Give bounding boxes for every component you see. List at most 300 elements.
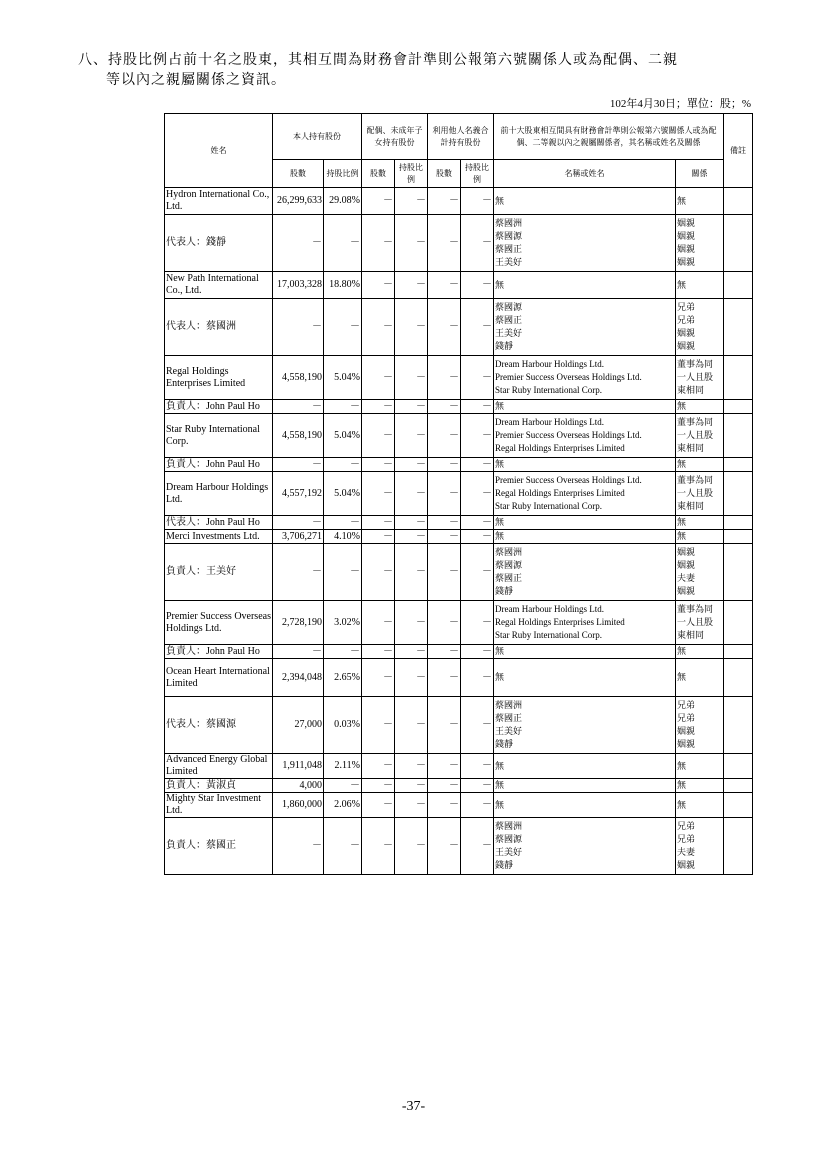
relationship-types [676, 754, 724, 779]
relationship-type: 東相同 [677, 443, 705, 453]
table-row [165, 530, 753, 544]
related-name: 無 [495, 646, 505, 656]
nominee-shares: － [428, 779, 461, 793]
table-row [165, 400, 753, 414]
spouse-ratio: － [395, 697, 428, 754]
nominee-ratio: － [461, 697, 494, 754]
spouse-ratio: － [395, 754, 428, 779]
own-shares: － [273, 544, 324, 601]
related-name: Dream Harbour Holdings Ltd. [495, 417, 604, 427]
header-spouse: 配偶、未成年子女持有股份 [362, 114, 428, 160]
section-heading [78, 50, 768, 90]
spouse-ratio: － [395, 188, 428, 215]
page-number: -37- [401, 1099, 426, 1114]
own-ratio: － [324, 516, 362, 530]
remark-cell [724, 299, 753, 356]
remark-cell [724, 516, 753, 530]
remark-cell [724, 697, 753, 754]
relationship-types [676, 818, 724, 875]
shareholder-name: Mighty Star Investment Ltd. [165, 793, 273, 818]
shareholder-name: Dream Harbour Holdings Ltd. [165, 472, 273, 516]
spouse-ratio: － [395, 659, 428, 697]
remark-cell [724, 215, 753, 272]
nominee-ratio: － [461, 601, 494, 645]
relationship-type: 姻親 [677, 726, 696, 736]
relationship-type: 一人且股 [677, 430, 714, 440]
spouse-shares: － [362, 754, 395, 779]
relationship-types [676, 414, 724, 458]
relationship-type: 兄弟 [677, 834, 696, 844]
spouse-ratio: － [395, 458, 428, 472]
spouse-ratio: － [395, 818, 428, 875]
shareholder-name: 代表人：John Paul Ho [165, 516, 273, 530]
relationship-types [676, 215, 724, 272]
nominee-ratio: － [461, 793, 494, 818]
table-row [165, 516, 753, 530]
shareholder-name: 負責人：John Paul Ho [165, 645, 273, 659]
shareholder-name: 負責人：王美好 [165, 544, 273, 601]
related-name: 無 [495, 531, 505, 541]
related-name: 錢靜 [495, 586, 514, 596]
nominee-shares: － [428, 458, 461, 472]
remark-cell [724, 414, 753, 458]
related-name: Star Ruby International Corp. [495, 630, 602, 640]
related-name: 無 [495, 401, 505, 411]
nominee-shares: － [428, 645, 461, 659]
remark-cell [724, 400, 753, 414]
spouse-shares: － [362, 472, 395, 516]
relationship-type: 東相同 [677, 385, 705, 395]
nominee-ratio: － [461, 356, 494, 400]
relationship-type: 董事為同 [677, 417, 714, 427]
relationship-type: 一人且股 [677, 488, 714, 498]
own-ratio: 5.04% [324, 472, 362, 516]
related-names [494, 793, 676, 818]
related-names [494, 272, 676, 299]
spouse-ratio: － [395, 356, 428, 400]
related-name: 蔡國洲 [495, 700, 523, 710]
shareholder-name: 代表人：蔡國洲 [165, 299, 273, 356]
related-name: Star Ruby International Corp. [495, 501, 602, 511]
shareholder-name: Premier Success Overseas Holdings Ltd. [165, 601, 273, 645]
spouse-shares: － [362, 645, 395, 659]
spouse-shares: － [362, 601, 395, 645]
own-ratio: － [324, 779, 362, 793]
related-names [494, 818, 676, 875]
remark-cell [724, 754, 753, 779]
spouse-shares: － [362, 400, 395, 414]
relationship-types [676, 272, 724, 299]
shareholder-name: 負責人：黃淑貞 [165, 779, 273, 793]
nominee-ratio: － [461, 272, 494, 299]
nominee-shares: － [428, 659, 461, 697]
relationship-type: 無 [677, 760, 687, 771]
related-name: Premier Success Overseas Holdings Ltd. [495, 372, 642, 382]
relationship-type: 姻親 [677, 860, 696, 870]
remark-cell [724, 544, 753, 601]
related-names [494, 659, 676, 697]
remark-cell [724, 458, 753, 472]
nominee-shares: － [428, 601, 461, 645]
spouse-shares: － [362, 779, 395, 793]
own-ratio: 2.06% [324, 793, 362, 818]
shareholder-name: Merci Investments Ltd. [165, 530, 273, 544]
relationship-type: 姻親 [677, 257, 696, 267]
shareholder-name: 負責人：蔡國正 [165, 818, 273, 875]
shareholder-name: Regal Holdings Enterprises Limited [165, 356, 273, 400]
own-shares: － [273, 299, 324, 356]
relationship-type: 董事為同 [677, 604, 714, 614]
spouse-shares: － [362, 659, 395, 697]
nominee-shares: － [428, 356, 461, 400]
nominee-shares: － [428, 215, 461, 272]
own-ratio: 5.04% [324, 356, 362, 400]
header-own-shares: 股數 [273, 160, 324, 188]
spouse-shares: － [362, 544, 395, 601]
relationship-type: 無 [677, 279, 687, 290]
relationship-types [676, 188, 724, 215]
own-shares: 17,003,328 [273, 272, 324, 299]
relationship-type: 無 [677, 531, 687, 541]
own-ratio: 0.03% [324, 697, 362, 754]
table-row [165, 754, 753, 779]
spouse-ratio: － [395, 414, 428, 458]
nominee-shares: － [428, 472, 461, 516]
relationship-type: 一人且股 [677, 372, 714, 382]
header-nominee: 利用他人名義合計持有股份 [428, 114, 494, 160]
nominee-shares: － [428, 530, 461, 544]
relationship-types [676, 472, 724, 516]
relationship-type: 東相同 [677, 501, 705, 511]
relationship-type: 姻親 [677, 218, 696, 228]
relationship-types [676, 544, 724, 601]
remark-cell [724, 356, 753, 400]
related-name: 蔡國洲 [495, 218, 523, 228]
own-ratio: － [324, 458, 362, 472]
spouse-ratio: － [395, 645, 428, 659]
related-names [494, 779, 676, 793]
spouse-shares: － [362, 516, 395, 530]
own-shares: 4,558,190 [273, 414, 324, 458]
relationship-type: 兄弟 [677, 700, 696, 710]
relationship-type: 董事為同 [677, 475, 714, 485]
own-ratio: 2.11% [324, 754, 362, 779]
remark-cell [724, 779, 753, 793]
related-name: 蔡國正 [495, 244, 523, 254]
table-row [165, 356, 753, 400]
date-unit-note: 102年4月30日；單位：股；% [609, 98, 751, 110]
spouse-ratio: － [395, 779, 428, 793]
related-name: 蔡國正 [495, 573, 523, 583]
related-name: 王美好 [495, 328, 523, 338]
header-related: 前十大股東相互間具有財務會計準則公報第六號關係人或為配偶、二等親以內之親屬關係者，其名稱或姓名及關係 [494, 114, 724, 160]
own-ratio: 2.65% [324, 659, 362, 697]
shareholder-name: Advanced Energy Global Limited [165, 754, 273, 779]
remark-cell [724, 818, 753, 875]
related-name: Regal Holdings Enterprises Limited [495, 443, 625, 453]
shareholder-table [164, 113, 753, 875]
related-name: 蔡國洲 [495, 821, 523, 831]
spouse-ratio: － [395, 516, 428, 530]
remark-cell [724, 793, 753, 818]
own-ratio: 18.80% [324, 272, 362, 299]
nominee-shares: － [428, 400, 461, 414]
relationship-type: 無 [677, 195, 687, 206]
relationship-types [676, 400, 724, 414]
own-ratio: － [324, 544, 362, 601]
shareholder-name: Star Ruby International Corp. [165, 414, 273, 458]
nominee-ratio: － [461, 516, 494, 530]
relationship-types [676, 516, 724, 530]
relationship-type: 姻親 [677, 586, 696, 596]
own-ratio: － [324, 818, 362, 875]
own-shares: 1,860,000 [273, 793, 324, 818]
related-name: Dream Harbour Holdings Ltd. [495, 604, 604, 614]
nominee-ratio: － [461, 754, 494, 779]
relationship-types [676, 697, 724, 754]
table-row [165, 215, 753, 272]
spouse-shares: － [362, 818, 395, 875]
related-name: Premier Success Overseas Holdings Ltd. [495, 475, 642, 485]
spouse-ratio: － [395, 793, 428, 818]
own-shares: － [273, 818, 324, 875]
own-ratio: 5.04% [324, 414, 362, 458]
spouse-shares: － [362, 356, 395, 400]
own-shares: 27,000 [273, 697, 324, 754]
remark-cell [724, 530, 753, 544]
related-name: Premier Success Overseas Holdings Ltd. [495, 430, 642, 440]
shareholder-name: 負責人：John Paul Ho [165, 458, 273, 472]
nominee-shares: － [428, 272, 461, 299]
related-names [494, 215, 676, 272]
own-ratio: － [324, 215, 362, 272]
related-name: 無 [495, 459, 505, 469]
related-name: 王美好 [495, 847, 523, 857]
relationship-type: 姻親 [677, 341, 696, 351]
remark-cell [724, 601, 753, 645]
spouse-shares: － [362, 272, 395, 299]
related-name: Star Ruby International Corp. [495, 385, 602, 395]
relationship-type: 一人且股 [677, 617, 714, 627]
related-names [494, 530, 676, 544]
relationship-type: 姻親 [677, 244, 696, 254]
table-row [165, 458, 753, 472]
related-name: 無 [495, 799, 505, 810]
nominee-ratio: － [461, 779, 494, 793]
nominee-ratio: － [461, 472, 494, 516]
spouse-ratio: － [395, 215, 428, 272]
spouse-ratio: － [395, 544, 428, 601]
related-name: 無 [495, 517, 505, 527]
header-remark: 備註 [724, 114, 753, 188]
relationship-type: 無 [677, 672, 687, 682]
relationship-type: 董事為同 [677, 359, 714, 369]
relationship-type: 無 [677, 646, 687, 656]
relationship-type: 姻親 [677, 739, 696, 749]
relationship-types [676, 299, 724, 356]
nominee-ratio: － [461, 299, 494, 356]
table-row [165, 414, 753, 458]
own-shares: 3,706,271 [273, 530, 324, 544]
related-name: Regal Holdings Enterprises Limited [495, 488, 625, 498]
related-names [494, 299, 676, 356]
relationship-types [676, 458, 724, 472]
related-name: Regal Holdings Enterprises Limited [495, 617, 625, 627]
related-names [494, 516, 676, 530]
related-name: 錢靜 [495, 860, 514, 870]
own-shares: － [273, 400, 324, 414]
relationship-type: 無 [677, 517, 687, 527]
relationship-type: 兄弟 [677, 302, 696, 312]
related-names [494, 754, 676, 779]
spouse-ratio: － [395, 601, 428, 645]
related-name: 蔡國洲 [495, 547, 523, 557]
shareholder-name: 負責人：John Paul Ho [165, 400, 273, 414]
relationship-type: 夫妻 [677, 573, 696, 583]
relationship-types [676, 530, 724, 544]
related-name: 蔡國正 [495, 713, 523, 723]
header-own-ratio: 持股比例 [324, 160, 362, 188]
relationship-type: 無 [677, 799, 687, 810]
nominee-ratio: － [461, 530, 494, 544]
relationship-types [676, 779, 724, 793]
related-names [494, 601, 676, 645]
spouse-shares: － [362, 215, 395, 272]
nominee-shares: － [428, 188, 461, 215]
nominee-shares: － [428, 516, 461, 530]
header-spouse-ratio: 持股比例 [395, 160, 428, 188]
table-row [165, 544, 753, 601]
spouse-shares: － [362, 697, 395, 754]
related-names [494, 458, 676, 472]
nominee-ratio: － [461, 400, 494, 414]
nominee-ratio: － [461, 659, 494, 697]
heading-line-2: 等以內之親屬關係之資訊。 [106, 72, 286, 88]
related-name: 蔡國源 [495, 302, 523, 312]
related-name: 蔡國正 [495, 315, 523, 325]
shareholder-name: 代表人：蔡國源 [165, 697, 273, 754]
header-related-name: 名稱或姓名 [494, 160, 676, 188]
related-names [494, 400, 676, 414]
nominee-ratio: － [461, 818, 494, 875]
related-name: 王美好 [495, 257, 523, 267]
spouse-shares: － [362, 530, 395, 544]
related-names [494, 697, 676, 754]
header-name: 姓名 [165, 114, 273, 188]
spouse-ratio: － [395, 299, 428, 356]
related-name: 蔡國源 [495, 560, 523, 570]
nominee-shares: － [428, 793, 461, 818]
table-row [165, 779, 753, 793]
spouse-ratio: － [395, 272, 428, 299]
related-name: 無 [495, 672, 505, 682]
relationship-type: 姻親 [677, 328, 696, 338]
nominee-ratio: － [461, 645, 494, 659]
own-ratio: － [324, 400, 362, 414]
spouse-ratio: － [395, 472, 428, 516]
own-shares: 1,911,048 [273, 754, 324, 779]
related-name: 無 [495, 279, 505, 290]
related-names [494, 356, 676, 400]
table-row [165, 188, 753, 215]
related-names [494, 645, 676, 659]
nominee-ratio: － [461, 414, 494, 458]
spouse-shares: － [362, 793, 395, 818]
own-shares: － [273, 458, 324, 472]
related-name: 無 [495, 195, 505, 206]
remark-cell [724, 645, 753, 659]
own-shares: 4,558,190 [273, 356, 324, 400]
shareholder-name: Ocean Heart International Limited [165, 659, 273, 697]
shareholder-name: New Path International Co., Ltd. [165, 272, 273, 299]
nominee-shares: － [428, 697, 461, 754]
relationship-type: 兄弟 [677, 713, 696, 723]
own-shares: － [273, 215, 324, 272]
remark-cell [724, 472, 753, 516]
relationship-type: 東相同 [677, 630, 705, 640]
table-row [165, 659, 753, 697]
relationship-type: 夫妻 [677, 847, 696, 857]
relationship-type: 兄弟 [677, 315, 696, 325]
own-shares: 4,000 [273, 779, 324, 793]
own-shares: － [273, 516, 324, 530]
own-ratio: － [324, 645, 362, 659]
related-name: 無 [495, 760, 505, 771]
shareholder-name: Hydron International Co., Ltd. [165, 188, 273, 215]
own-shares: 4,557,192 [273, 472, 324, 516]
relationship-type: 兄弟 [677, 821, 696, 831]
relationship-type: 無 [677, 459, 687, 469]
table-row [165, 299, 753, 356]
heading-line-1: 八、持股比例占前十名之股東，其相互間為財務會計準則公報第六號關係人或為配偶、二親 [78, 52, 678, 68]
own-ratio: － [324, 299, 362, 356]
own-ratio: 29.08% [324, 188, 362, 215]
relationship-types [676, 356, 724, 400]
own-shares: 2,394,048 [273, 659, 324, 697]
spouse-shares: － [362, 299, 395, 356]
own-shares: 2,728,190 [273, 601, 324, 645]
nominee-ratio: － [461, 544, 494, 601]
relationship-type: 姻親 [677, 547, 696, 557]
relationship-type: 姻親 [677, 231, 696, 241]
relationship-types [676, 793, 724, 818]
header-nominee-shares: 股數 [428, 160, 461, 188]
nominee-shares: － [428, 818, 461, 875]
spouse-ratio: － [395, 400, 428, 414]
relationship-types [676, 659, 724, 697]
nominee-shares: － [428, 544, 461, 601]
table-row [165, 272, 753, 299]
related-names [494, 188, 676, 215]
nominee-shares: － [428, 754, 461, 779]
related-names [494, 472, 676, 516]
header-related-type: 關係 [676, 160, 724, 188]
table-row [165, 697, 753, 754]
nominee-ratio: － [461, 188, 494, 215]
relationship-type: 姻親 [677, 560, 696, 570]
own-ratio: 3.02% [324, 601, 362, 645]
remark-cell [724, 188, 753, 215]
relationship-type: 無 [677, 401, 687, 411]
related-name: 王美好 [495, 726, 523, 736]
relationship-type: 無 [677, 780, 687, 790]
related-name: 無 [495, 780, 505, 790]
nominee-ratio: － [461, 458, 494, 472]
header-nominee-ratio: 持股比例 [461, 160, 494, 188]
spouse-shares: － [362, 458, 395, 472]
nominee-shares: － [428, 414, 461, 458]
table-row [165, 472, 753, 516]
